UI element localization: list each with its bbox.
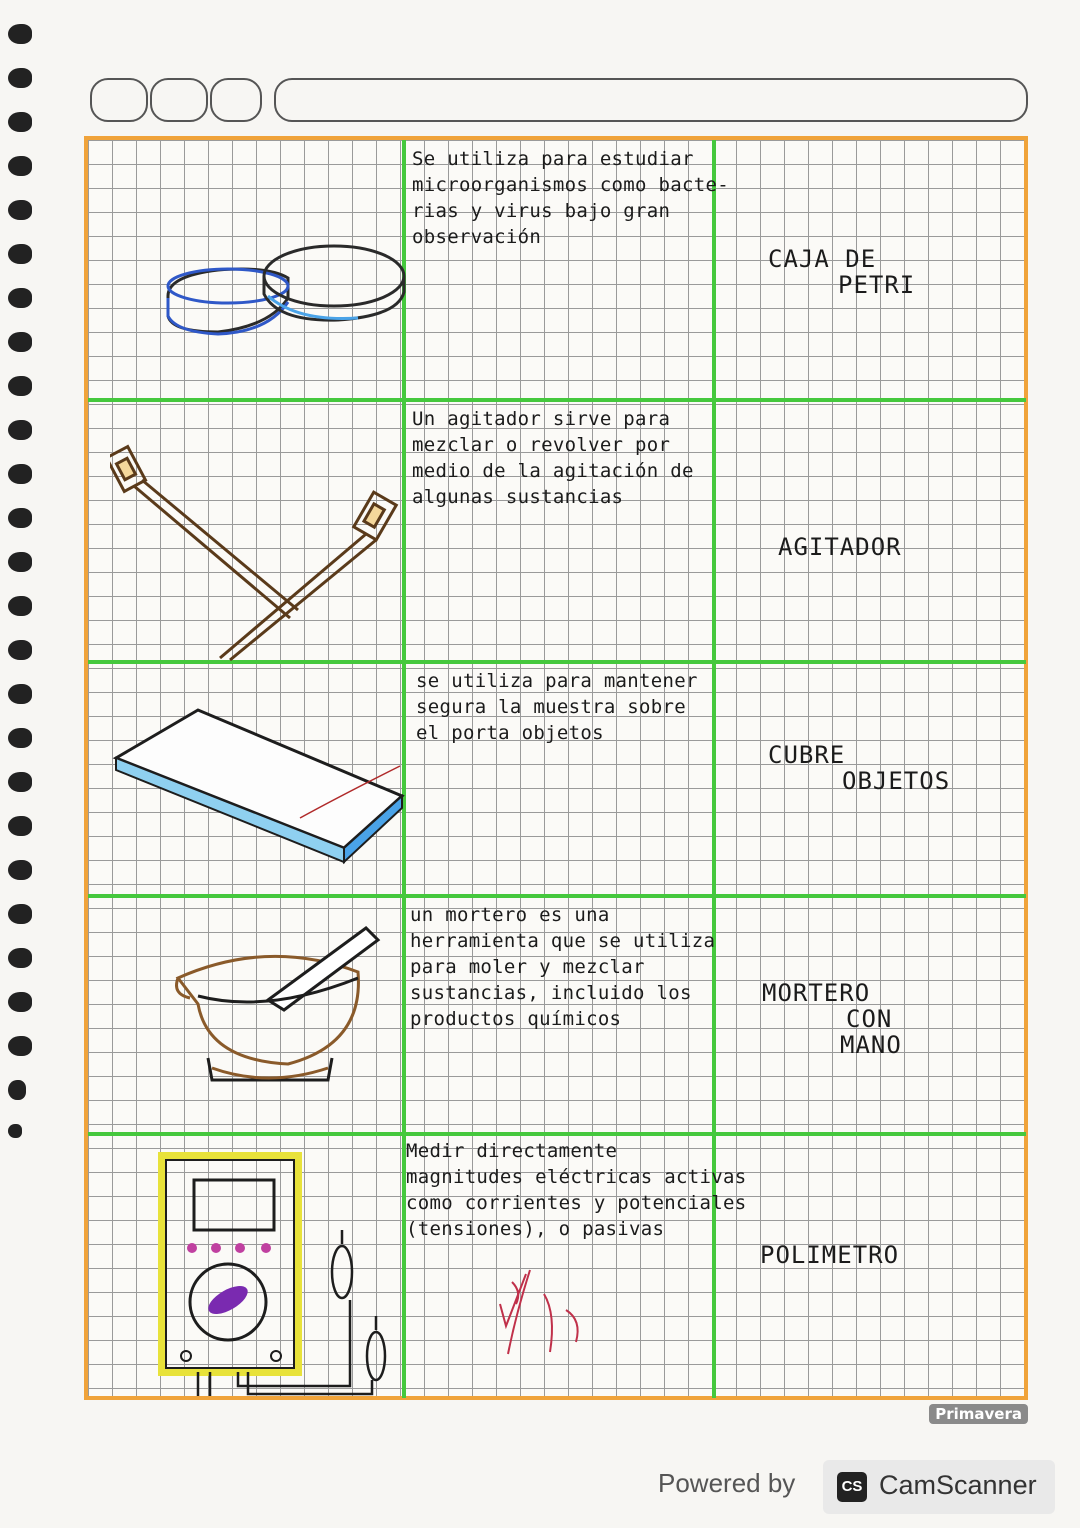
header-box-3 [210, 78, 262, 122]
notebook-brand-label: Primavera [929, 1404, 1028, 1424]
teacher-mark-icon [486, 1264, 596, 1374]
header-box-2 [150, 78, 208, 122]
row-divider-3 [88, 894, 1026, 898]
header-box-title [274, 78, 1028, 122]
description-petri-dish: Se utiliza para estudiar microorganismos como bacte- rias y virus bajo gran observación [412, 148, 729, 248]
name-line: PETRI [838, 271, 916, 299]
description-mortar: un mortero es una herramienta que se utiliza para moler y mezclar sustancias, incluido los productos químicos [410, 904, 716, 1030]
name-petri-dish [768, 246, 915, 298]
header-box-1 [90, 78, 148, 122]
camscanner-logo-icon: CS [837, 1472, 867, 1502]
row-divider-4 [88, 1132, 1026, 1136]
description-multimeter: Medir directamente magnitudes eléctricas activas como corrientes y potenciales (tensiones), o pasivas [406, 1140, 747, 1240]
description-cover-slip: se utiliza para mantener segura la muestra sobre el porta objetos [416, 670, 698, 744]
petri-dish-icon [158, 226, 408, 356]
name-line: OBJETOS [842, 767, 951, 795]
name-line: CON [846, 1005, 893, 1033]
name-line: POLIMETRO [760, 1241, 900, 1269]
notebook-spiral [4, 10, 44, 1430]
description-stirring-rod: Un agitador sirve para mezclar o revolver por medio de la agitación de algunas sustancias [412, 408, 694, 508]
stirring-rod-icon [110, 440, 410, 670]
cover-slip-icon [110, 700, 410, 880]
row-divider-1 [88, 398, 1026, 402]
name-line: MORTERO [762, 979, 871, 1007]
name-line: CAJA DE [768, 245, 877, 273]
name-cover-slip [768, 742, 950, 794]
name-line: AGITADOR [778, 533, 902, 561]
name-line: CUBRE [768, 741, 846, 769]
name-multimeter [760, 1242, 899, 1268]
camscanner-name: CamScanner [879, 1470, 1037, 1500]
name-line: MANO [840, 1031, 902, 1059]
multimeter-icon [158, 1150, 398, 1400]
name-mortar [762, 980, 902, 1058]
mortar-pestle-icon [168, 918, 388, 1098]
scanner-footer [658, 1460, 1058, 1510]
page-header-boxes [90, 78, 1030, 122]
name-stirring-rod [778, 534, 902, 560]
powered-by-text: Powered by [658, 1468, 796, 1498]
camscanner-badge [823, 1460, 1055, 1514]
